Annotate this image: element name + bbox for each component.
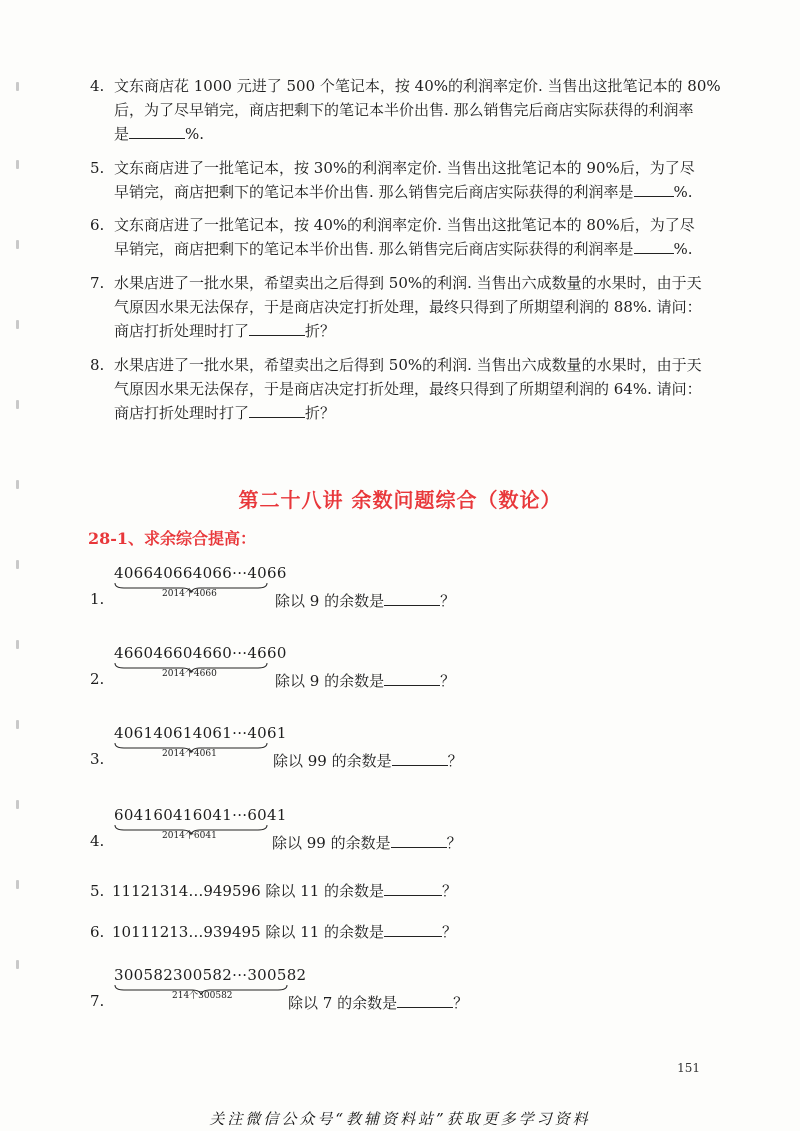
- problem-text: 水果店进了一批水果，希望卖出之后得到 50%的利润. 当售出六成数量的水果时，由于天: [114, 356, 702, 374]
- question-tail: ？: [440, 592, 456, 610]
- problem-text: 气原因水果无法保存，于是商店决定打折处理，最终只得到了所期望利润的 64%. 请问：: [114, 380, 702, 398]
- problem-number: 4.: [90, 832, 105, 850]
- repeating-number: 406140614061···4061: [114, 724, 287, 742]
- answer-blank[interactable]: [129, 123, 185, 139]
- question-tail: ？: [446, 834, 462, 852]
- problem-text: 水果店进了一批水果，希望卖出之后得到 50%的利润. 当售出六成数量的水果时，由于天: [114, 274, 702, 292]
- problem-text: 文东商店进了一批笔记本，按 40%的利润率定价. 当售出这批笔记本的 80%后，为了尽: [114, 216, 695, 234]
- answer-blank[interactable]: [391, 832, 447, 848]
- question-tail: ？: [442, 923, 458, 941]
- page-number: 151: [677, 1061, 700, 1075]
- subsection-title: 28-1、求余综合提高：: [88, 529, 257, 548]
- answer-blank[interactable]: [392, 750, 448, 766]
- question-text: 除以 9 的余数是: [275, 592, 385, 610]
- answer-blank[interactable]: [384, 880, 442, 896]
- question-text: 除以 99 的余数是: [272, 834, 391, 852]
- problem-number: 6.: [90, 923, 105, 941]
- problem-8: [90, 353, 720, 425]
- problem-text: 商店打折处理时打了: [114, 322, 250, 340]
- problem-6: [90, 213, 720, 261]
- problem-tail: 折？: [305, 404, 336, 422]
- answer-blank[interactable]: [397, 992, 453, 1008]
- problem-tail: %.: [185, 125, 205, 143]
- problem-text: 是: [114, 125, 130, 143]
- problem-tail: 折？: [305, 322, 336, 340]
- answer-blank[interactable]: [384, 590, 440, 606]
- problem-7: [90, 271, 720, 343]
- problem-number: 5.: [90, 882, 105, 900]
- problem-text: 文东商店花 1000 元进了 500 个笔记本，按 40%的利润率定价. 当售出这批笔记本的 80%: [114, 77, 721, 95]
- problem-number: 7.: [90, 274, 105, 292]
- problem-4: [90, 74, 720, 146]
- footer-note: 关注微信公众号“教辅资料站”获取更多学习资料: [209, 1110, 591, 1128]
- repeat-count: 2014个4660: [162, 669, 217, 679]
- question-text: 除以 99 的余数是: [273, 752, 392, 770]
- problem-number: 7.: [90, 992, 105, 1010]
- section-title: 第二十八讲 余数问题综合（数论）: [238, 488, 562, 512]
- answer-blank[interactable]: [249, 402, 305, 418]
- repeat-count: 2014个4061: [162, 749, 217, 759]
- problem-text: 商店打折处理时打了: [114, 404, 250, 422]
- answer-blank[interactable]: [249, 320, 305, 336]
- remainder-problem-5: [90, 880, 457, 901]
- repeat-count: 2014个4066: [162, 589, 217, 599]
- problem-number: 5.: [90, 159, 105, 177]
- problem-tail: %.: [673, 183, 693, 201]
- problem-text: 早销完，商店把剩下的笔记本半价出售. 那么销售完后商店实际获得的利润率是: [114, 240, 634, 258]
- problem-number: 2.: [90, 670, 105, 688]
- problem-text: 文东商店进了一批笔记本，按 30%的利润率定价. 当售出这批笔记本的 90%后，为了尽: [114, 159, 695, 177]
- repeating-number: 406640664066···4066: [114, 564, 287, 582]
- question-tail: ？: [453, 994, 469, 1012]
- problem-number: 4.: [90, 77, 105, 95]
- question-text: 除以 7 的余数是: [288, 994, 398, 1012]
- repeat-count: 214个300582: [172, 991, 233, 1001]
- answer-blank[interactable]: [634, 181, 674, 197]
- remainder-problem-6: [90, 921, 457, 942]
- answer-blank[interactable]: [384, 921, 442, 937]
- problem-text: 早销完，商店把剩下的笔记本半价出售. 那么销售完后商店实际获得的利润率是: [114, 183, 634, 201]
- question-tail: ？: [447, 752, 463, 770]
- problem-number: 3.: [90, 750, 105, 768]
- repeating-number: 466046604660···4660: [114, 644, 287, 662]
- problem-number: 1.: [90, 590, 105, 608]
- answer-blank[interactable]: [634, 238, 674, 254]
- problem-5: [90, 156, 720, 204]
- question-text: 10111213…939495 除以 11 的余数是: [112, 923, 385, 941]
- problem-tail: %.: [673, 240, 693, 258]
- binding-margin: [16, 70, 20, 1030]
- problem-number: 8.: [90, 356, 105, 374]
- repeating-number: 604160416041···6041: [114, 806, 287, 824]
- problem-text: 后，为了尽早销完，商店把剩下的笔记本半价出售. 那么销售完后商店实际获得的利润率: [114, 101, 694, 119]
- repeating-number: 300582300582···300582: [114, 966, 307, 984]
- question-text: 11121314…949596 除以 11 的余数是: [112, 882, 385, 900]
- repeat-count: 2014个6041: [162, 831, 217, 841]
- question-text: 除以 9 的余数是: [275, 672, 385, 690]
- question-tail: ？: [442, 882, 458, 900]
- question-tail: ？: [440, 672, 456, 690]
- answer-blank[interactable]: [384, 670, 440, 686]
- problem-number: 6.: [90, 216, 105, 234]
- problem-text: 气原因水果无法保存，于是商店决定打折处理，最终只得到了所期望利润的 88%. 请问：: [114, 298, 702, 316]
